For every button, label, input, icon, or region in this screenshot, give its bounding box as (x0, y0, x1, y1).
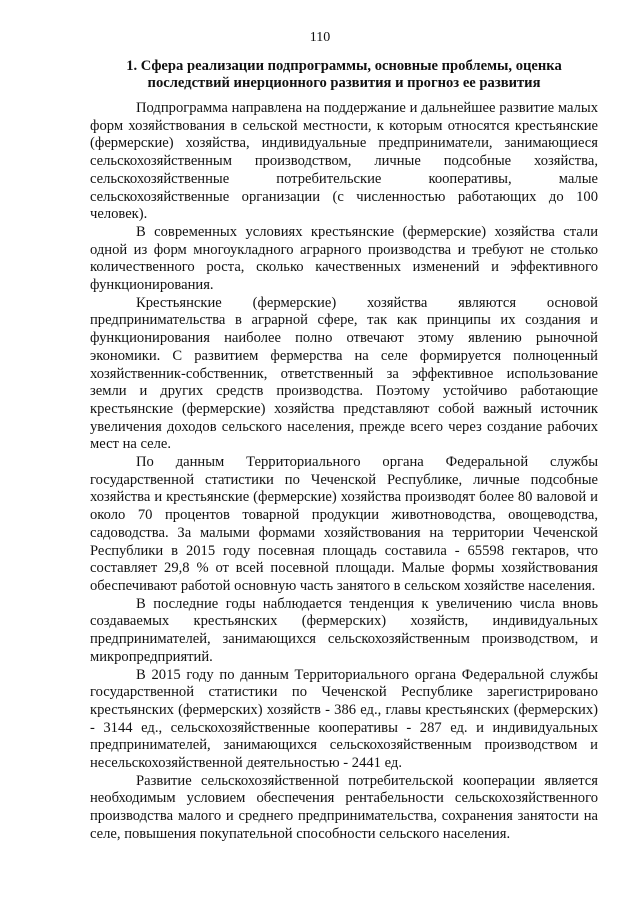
paragraph-cooperation-development: Развитие сельскохозяйственной потребительской кооперации является необходимым условием обеспечения рентабельности сельскохозяйственного производства малого и среднего предпринимательства, сохранения занятости на селе, повышения покупательной способности сельского населения. (90, 772, 598, 842)
page-number: 110 (309, 30, 331, 45)
paragraph-registration-2015: В 2015 году по данным Территориального органа Федеральной службы государственной статистики по Чеченской Республике зарегистрировано крестьянских (фермерских) хозяйств - 386 ед., главы крестьянских (фермерских) - 3144 ед., сельскохозяйственные кооперативы - 287 ед. и индивидуальных предпринимателей, занимающихся сельскохозяйственным производством и несельскохозяйственной деятельностью - 2441 ед. (90, 666, 598, 772)
section-heading (90, 58, 598, 92)
section-heading-line-2: последствий инерционного развития и прогноз ее развития (147, 75, 541, 91)
section-heading-line-1: 1. Сфера реализации подпрограммы, основные проблемы, оценка (126, 58, 562, 74)
paragraph-modern-conditions: В современных условиях крестьянские (фермерские) хозяйства стали одной из форм многоукладного аграрного производства и требуют не столько количественного роста, сколько качественных изменений и эффективного функционирования. (90, 223, 598, 294)
body-text (90, 100, 598, 844)
paragraph-subprogram-purpose: Подпрограмма направлена на поддержание и дальнейшее развитие малых форм хозяйствования в сельской местности, к которым относятся крестьянские (фермерские) хозяйства, индивидуальные предприниматели, занимающиеся сельскохозяйственным производством, личные подсобные хозяйства, сельскохозяйственные потребительские кооперативы, малые сельскохозяйственные организации (с численностью работающих до 100 человек). (90, 100, 598, 223)
paragraph-statistics-production: По данным Территориального органа Федеральной службы государственной статистики по Чеченской Республике, личные подсобные хозяйства и крестьянские (фермерские) хозяйства производят более 80 валовой и около 70 процентов товарной продукции животноводства, овощеводства, садоводства. За малыми формами хозяйствования на территории Чеченской Республики в 2015 году посевная площадь составила - 65598 гектаров, что составляет 29,8 % от всей посевной площади. Малые формы хозяйствования обеспечивают работой основную часть занятого в сельском хозяйстве населения. (90, 454, 598, 594)
paragraph-growth-trend: В последние годы наблюдается тенденция к увеличению числа вновь создаваемых крестьянских (фермерских) хозяйств, индивидуальных предпринимателей, занимающихся сельскохозяйственным производством, и микропредприятий. (90, 595, 598, 665)
paragraph-farming-entrepreneurship: Крестьянские (фермерские) хозяйства являются основой предпринимательства в аграрной сфере, так как принципы их создания и функционирования наиболее полно отвечают этому явлению рыночной экономики. С развитием фермерства на селе формируется полноценный хозяйственник-собственник, ответственный за эффективное использование земли и других средств производства. Поэтому устойчиво работающие крестьянские (фермерские) хозяйства представляют собой важный источник увеличения доходов сельского населения, прежде всего через создание рабочих мест на селе. (90, 294, 598, 453)
